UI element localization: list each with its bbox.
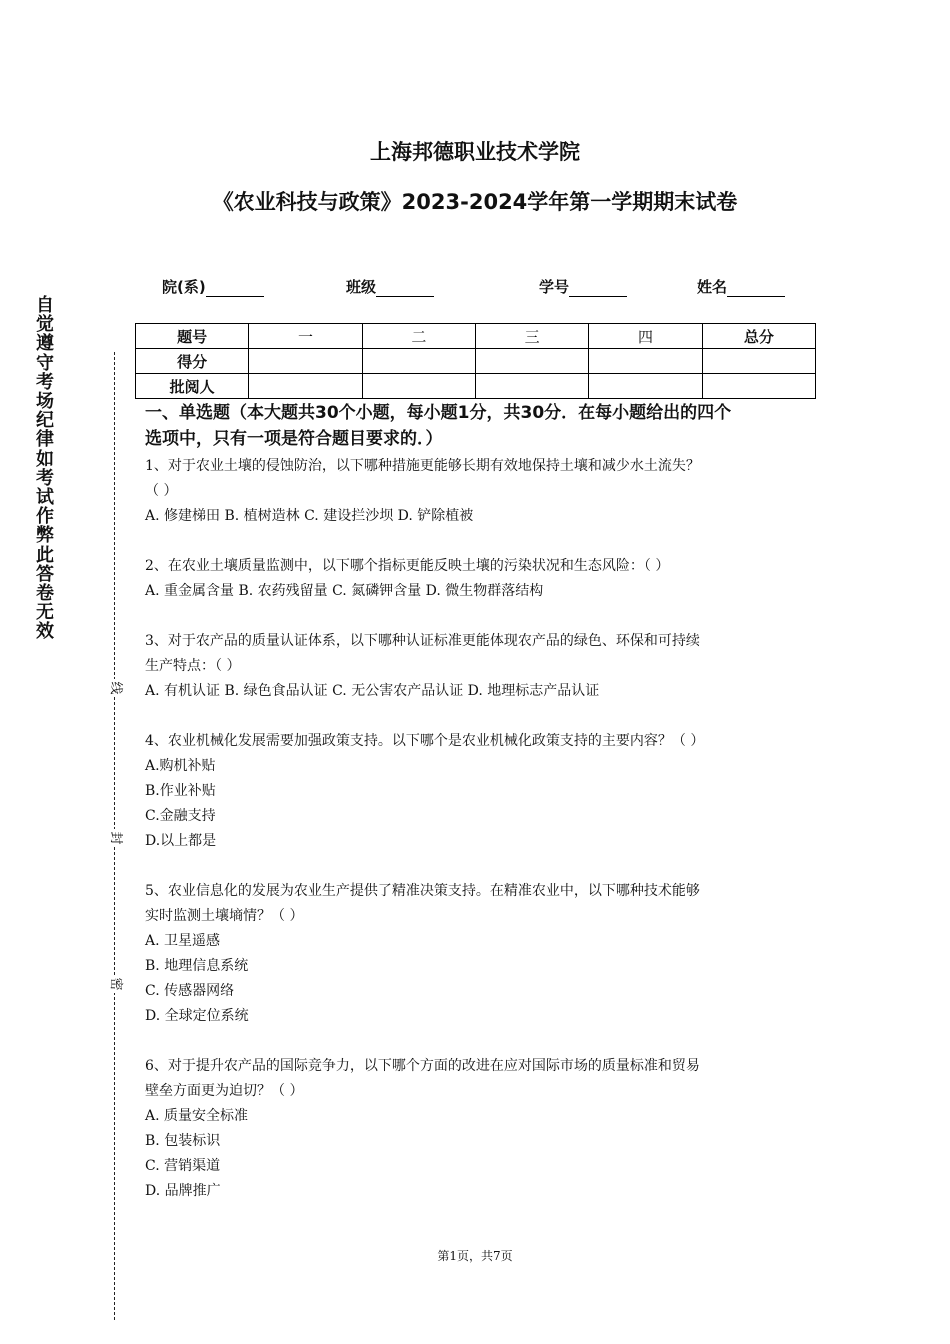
notice-char: 此 — [36, 544, 54, 566]
department-field[interactable] — [162, 276, 264, 297]
question-stem: 3、对于农产品的质量认证体系，以下哪种认证标准更能体现农产品的绿色、环保和可持续 — [145, 633, 700, 649]
question-stem: （ ） — [145, 483, 178, 499]
question-option: D. 全球定位系统 — [145, 1008, 249, 1024]
question-stem: 壁垒方面更为迫切？（ ） — [145, 1083, 304, 1099]
question-stem: 生产特点：（ ） — [145, 658, 241, 674]
notice-char: 守 — [36, 352, 54, 374]
question-option: C. 传感器网络 — [145, 983, 235, 999]
binding-mark-xian: 线 — [107, 679, 123, 697]
notice-char: 如 — [36, 448, 54, 470]
score-header-cell: 题号 — [136, 324, 249, 349]
notice-char: 答 — [36, 563, 54, 585]
exam-title: 《农业科技与政策》2023-2024学年第一学期期末试卷 — [212, 190, 738, 214]
student-id-label: 学号 — [539, 278, 570, 296]
question-stem: 4、农业机械化发展需要加强政策支持。以下哪个是农业机械化政策支持的主要内容？（ ） — [145, 733, 705, 749]
reviewer-cell[interactable] — [362, 374, 475, 399]
question-option: B. 地理信息系统 — [145, 958, 249, 974]
score-cell[interactable] — [589, 349, 702, 374]
student-id-blank[interactable] — [569, 280, 627, 297]
notice-char: 作 — [36, 506, 54, 528]
notice-char: 效 — [36, 621, 54, 643]
question-stem: 2、在农业土壤质量监测中，以下哪个指标更能反映土壤的污染状况和生态风险：（ ） — [145, 558, 670, 574]
exam-content — [145, 400, 815, 1204]
department-blank[interactable] — [206, 280, 264, 297]
score-header-cell: 总分 — [702, 324, 815, 349]
reviewer-cell[interactable] — [702, 374, 815, 399]
score-row-label: 得分 — [136, 349, 249, 374]
reviewer-cell[interactable] — [249, 374, 362, 399]
name-blank[interactable] — [727, 280, 785, 297]
question-options: A. 重金属含量 B. 农药残留量 C. 氮磷钾含量 D. 微生物群落结构 — [145, 583, 544, 599]
question-stem: 实时监测土壤墒情？（ ） — [145, 908, 304, 924]
class-label: 班级 — [346, 278, 377, 296]
binding-mark-feng: 封 — [107, 829, 123, 847]
question-option: A.购机补贴 — [145, 758, 216, 774]
name-field[interactable] — [697, 276, 785, 297]
score-cell[interactable] — [475, 349, 588, 374]
question-option: D. 品牌推广 — [145, 1183, 221, 1199]
notice-char: 试 — [36, 487, 54, 509]
reviewer-cell[interactable] — [475, 374, 588, 399]
question-option: C.金融支持 — [145, 808, 216, 824]
notice-char: 纪 — [36, 410, 54, 432]
section-heading-line: 选项中，只有一项是符合题目要求的．） — [145, 429, 443, 449]
score-cell[interactable] — [362, 349, 475, 374]
question-2 — [145, 554, 815, 604]
score-header-cell: 一 — [249, 324, 362, 349]
class-field[interactable] — [346, 276, 434, 297]
school-name: 上海邦德职业技术学院 — [370, 140, 580, 164]
notice-char: 考 — [36, 371, 54, 393]
score-header-cell: 三 — [475, 324, 588, 349]
question-option: A. 卫星遥感 — [145, 933, 221, 949]
section-heading — [145, 400, 815, 452]
question-4 — [145, 729, 815, 854]
reviewer-cell[interactable] — [589, 374, 702, 399]
score-cell[interactable] — [249, 349, 362, 374]
exam-discipline-notice — [30, 296, 60, 642]
question-options: A. 修建梯田 B. 植树造林 C. 建设拦沙坝 D. 铲除植被 — [145, 508, 474, 524]
score-table — [135, 323, 816, 399]
question-3 — [145, 629, 815, 704]
question-options: A. 有机认证 B. 绿色食品认证 C. 无公害农产品认证 D. 地理标志产品认证 — [145, 683, 600, 699]
score-cell[interactable] — [702, 349, 815, 374]
binding-mark-mi: 密 — [107, 975, 123, 993]
department-label: 院(系) — [162, 278, 206, 296]
question-option: C. 营销渠道 — [145, 1158, 221, 1174]
student-id-field[interactable] — [539, 276, 627, 297]
question-6 — [145, 1054, 815, 1204]
question-stem: 5、农业信息化的发展为农业生产提供了精准决策支持。在精准农业中，以下哪种技术能够 — [145, 883, 700, 899]
page-number: 第1页，共7页 — [437, 1249, 513, 1263]
section-heading-line: 一、单选题（本大题共30个小题，每小题1分，共30分．在每小题给出的四个 — [145, 403, 732, 423]
score-row — [136, 349, 816, 374]
question-5 — [145, 879, 815, 1029]
question-option: B. 包装标识 — [145, 1133, 221, 1149]
question-stem: 6、对于提升农产品的国际竞争力，以下哪个方面的改进在应对国际市场的质量标准和贸易 — [145, 1058, 700, 1074]
notice-char: 考 — [36, 467, 54, 489]
notice-char: 场 — [36, 391, 54, 413]
notice-char: 弊 — [36, 525, 54, 547]
reviewer-row — [136, 374, 816, 399]
notice-char: 律 — [36, 429, 54, 451]
notice-char: 觉 — [36, 314, 54, 336]
score-header-cell: 四 — [589, 324, 702, 349]
question-1 — [145, 454, 815, 529]
question-stem: 1、对于农业土壤的侵蚀防治，以下哪种措施更能够长期有效地保持土壤和减少水土流失？ — [145, 458, 700, 474]
notice-char: 卷 — [36, 583, 54, 605]
notice-char: 无 — [36, 602, 54, 624]
name-label: 姓名 — [697, 278, 728, 296]
score-header-cell: 二 — [362, 324, 475, 349]
score-table-header-row — [136, 324, 816, 349]
question-option: D.以上都是 — [145, 833, 217, 849]
notice-char: 遵 — [36, 333, 54, 355]
class-blank[interactable] — [376, 280, 434, 297]
reviewer-row-label: 批阅人 — [136, 374, 249, 399]
question-option: B.作业补贴 — [145, 783, 216, 799]
notice-char: 自 — [36, 295, 54, 316]
question-option: A. 质量安全标准 — [145, 1108, 249, 1124]
